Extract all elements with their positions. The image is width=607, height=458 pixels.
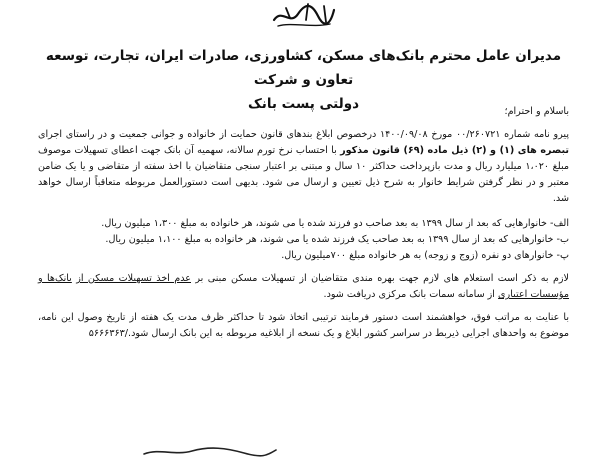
paragraph-inquiry-underlined-2: بانک‌ها و مؤسسات اعتباری xyxy=(38,273,569,300)
paragraph-closing: با عنایت به مراتب فوق، خواهشمند است دستور فرمایند ترتیبی اتخاذ شود تا حداکثر ظرف مدت یک هفته از تاریخ وصول این نامه، موضوع به واحدهای اجرایی ذیربط در سراسر کشور ابلاغ و یک نسخه از ابلاغیه مربوطه به این بانک ارسال شود./۵۶۶۶۳۶۳ xyxy=(38,312,569,339)
paragraph-inquiry-end: از سامانه سمات بانک مرکزی دریافت شود. xyxy=(323,289,495,300)
list-item-alef: الف- خانوارهایی که بعد از سال ۱۳۹۹ به بعد صاحب دو فرزند شده یا می شوند، هر خانواده به مبلغ ۱،۳۰۰ میلیون ریال. xyxy=(101,218,569,229)
paragraph-inquiry xyxy=(38,271,569,303)
paragraph-allocation-details: با احتساب نرخ تورم سالانه، سهمیه آن بانک جهت اعطای تسهیلات موصوف مبلغ ۱،۰۲۰ میلیارد ریال و مدت بازپرداخت حداکثر ۱۰ سال و مبتنی بر اعتبار سنجی متقاضیان با اخذ سفته از متقاضی و یا یک ضامن معتبر و در نظر گرفتن شرایط خانوار به شرح ذیل تعیین و ارسال می شود. بدیهی است دستورالعمل مربوطه متعاقباً ارسال خواهد شد. xyxy=(38,145,569,204)
recipients-line-1: مدیران عامل محترم بانک‌های مسکن، کشاورزی، صادرات ایران، تجارت، توسعه تعاون و شرکت xyxy=(45,48,562,88)
list-item-pe: پ- خانوارهای دو نفره (زوج و زوجه) به هر خانواده مبلغ ۷۰۰میلیون ریال. xyxy=(281,250,569,261)
paragraph-allocation xyxy=(38,127,569,207)
paragraph-allocation-intro: پیرو نامه شماره ۰۰/۲۶۰۷۲۱ مورخ ۱۴۰۰/۰۹/۰۸ درخصوص ابلاغ بندهای قانون حمایت از خانواده و جوانی جمعیت و در راستای اجرای xyxy=(38,129,569,140)
letter-body xyxy=(38,104,569,342)
paragraph-inquiry-underlined-1: عدم اخذ تسهیلات مسکن از xyxy=(76,273,191,284)
bismillah-calligraphy-logo xyxy=(268,0,338,30)
greeting: باسلام و احترام؛ xyxy=(504,106,569,117)
recipients-line-2: دولتی پست بانک xyxy=(247,96,360,112)
signature-scribble xyxy=(140,446,280,458)
paragraph-allocation-bold-clause: تبصره های (۱) و (۲) ذیل ماده (۶۹) قانون مذکور xyxy=(340,145,569,156)
paragraph-inquiry-intro: لازم به ذکر است استعلام های لازم جهت بهره مندی متقاضیان از تسهیلات مسکن مبنی بر xyxy=(195,273,569,284)
list-item-be: ب- خانوارهایی که بعد از سال ۱۳۹۹ به بعد صاحب یک فرزند شده یا می شوند، هر خانواده به مبلغ ۱،۱۰۰ میلیون ریال. xyxy=(105,234,569,245)
